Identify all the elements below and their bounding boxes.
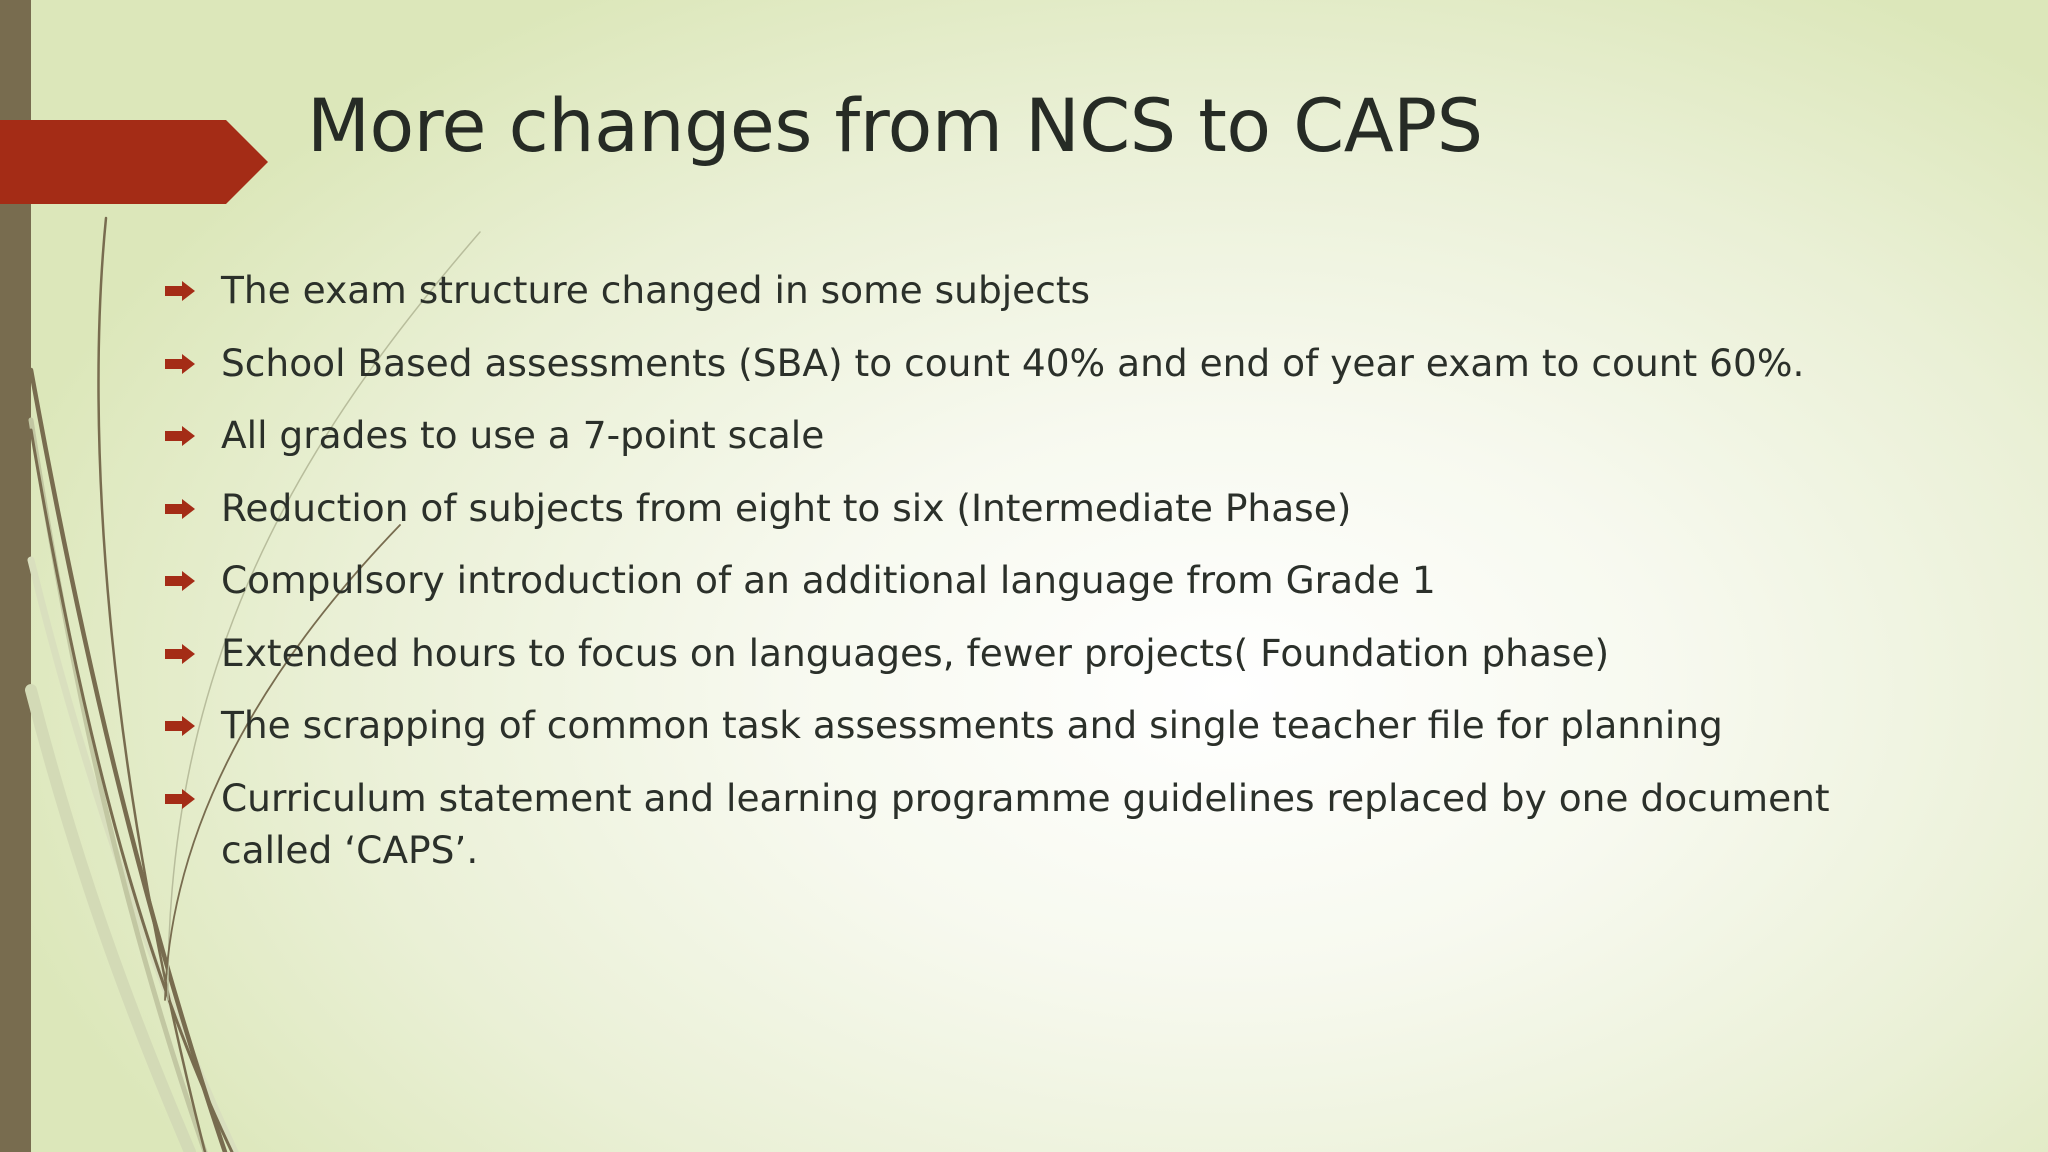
arrow-right-bullet-icon (165, 281, 195, 301)
bullet-text: School Based assessments (SBA) to count 40% and end of year exam to count 60%. (221, 340, 1805, 385)
arrow-right-bullet-icon (165, 499, 195, 519)
arrow-right-bullet-icon (165, 571, 195, 591)
bullet-item (163, 627, 1863, 679)
bullet-text: All grades to use a 7-point scale (221, 413, 825, 457)
bullet-item (163, 482, 1863, 534)
slide-title: More changes from NCS to CAPS (307, 84, 1483, 169)
bullet-text: The exam structure changed in some subjects (221, 268, 1091, 312)
bullet-item (163, 772, 1863, 876)
arrow-right-bullet-icon (165, 644, 195, 664)
bullet-list (163, 264, 1863, 896)
arrow-right-bullet-icon (165, 426, 195, 446)
arrow-right-bullet-icon (165, 716, 195, 736)
bullet-item (163, 554, 1863, 606)
bullet-text: Reduction of subjects from eight to six (Intermediate Phase) (221, 485, 1352, 530)
bullet-item (163, 337, 1863, 389)
bullet-text: Extended hours to focus on languages, fewer projects( Foundation phase) (221, 630, 1610, 675)
arrow-right-bullet-icon (165, 789, 195, 809)
bullet-text: Curriculum statement and learning programme guidelines replaced by one document called ‘CAPS’. (221, 775, 1830, 872)
bullet-item (163, 699, 1863, 751)
bullet-item (163, 264, 1863, 316)
bullet-item (163, 409, 1863, 461)
bullet-text: The scrapping of common task assessments and single teacher file for planning (221, 703, 1723, 747)
bullet-text: Compulsory introduction of an additional language from Grade 1 (221, 558, 1436, 602)
title-arrow-banner (0, 0, 270, 210)
arrow-right-bullet-icon (165, 354, 195, 374)
